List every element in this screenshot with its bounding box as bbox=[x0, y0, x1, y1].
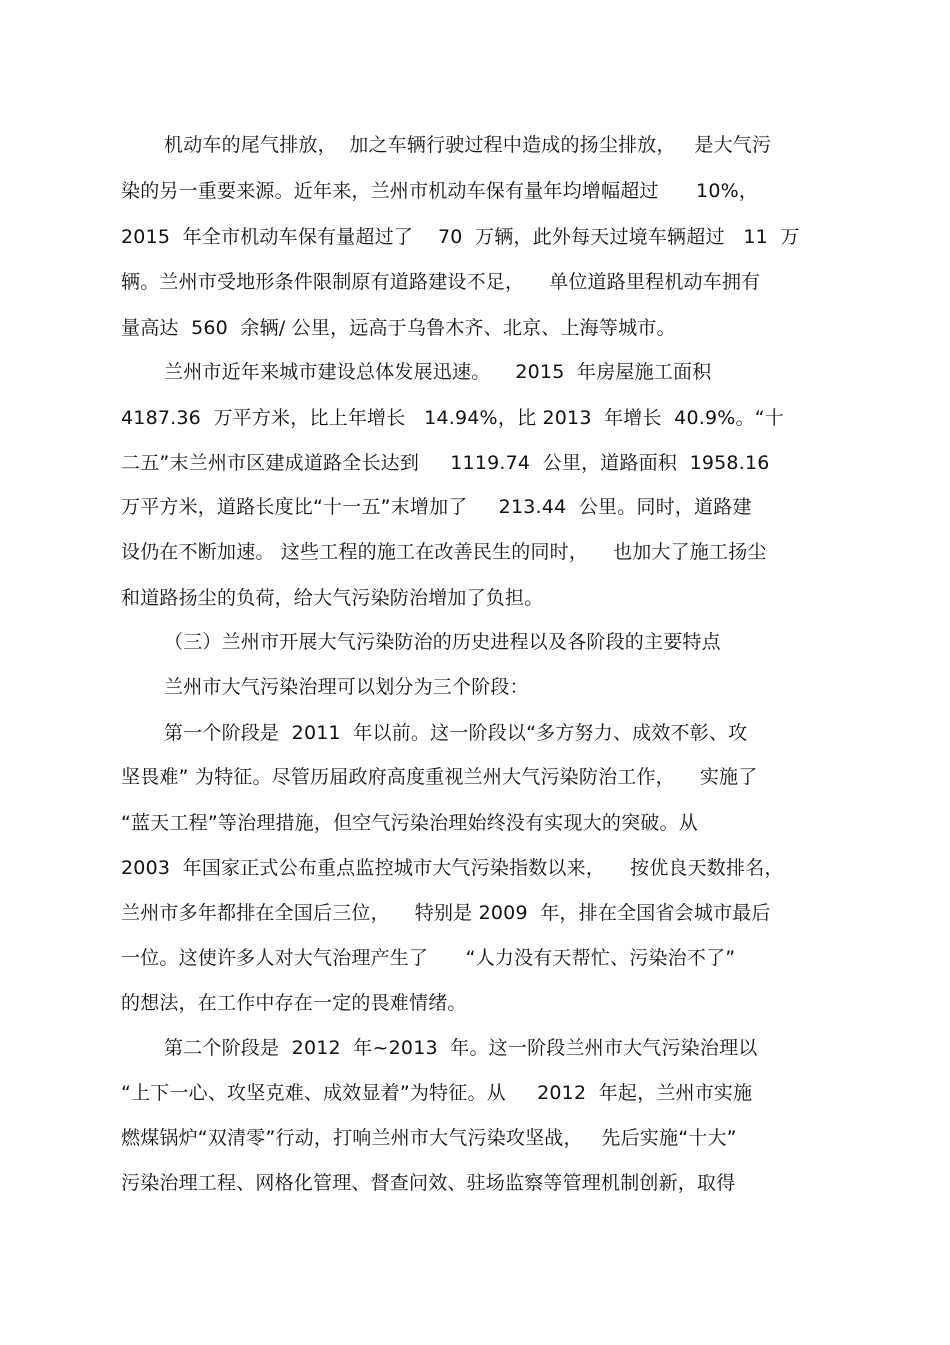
paragraph-line: 2003 年国家正式公布重点监控城市大气污染指数以来， 按优良天数排名， bbox=[121, 857, 784, 879]
paragraph-line: 染的另一重要来源。近年来，兰州市机动车保有量年均增幅超过 10%， bbox=[121, 180, 759, 202]
paragraph-line: 机动车的尾气排放， 加之车辆行驶过程中造成的扬尘排放， 是大气污 bbox=[164, 134, 772, 156]
paragraph-line: 第一个阶段是 2011 年以前。这一阶段以“多方努力、成效不彰、攻 bbox=[164, 722, 748, 744]
paragraph-line: 设仍在不断加速。 这些工程的施工在改善民生的同时， 也加大了施工扬尘 bbox=[121, 541, 767, 563]
section-heading: （三）兰州市开展大气污染防治的历史进程以及各阶段的主要特点 bbox=[164, 631, 721, 653]
paragraph-line: “上下一心、攻坚克难、成效显着”为特征。从 2012 年起，兰州市实施 bbox=[121, 1082, 753, 1104]
paragraph-line: 二五”末兰州市区建成道路全长达到 1119.74 公里，道路面积 1958.16 bbox=[121, 452, 770, 474]
paragraph-line: 兰州市多年都排在全国后三位， 特别是 2009 年，排在全国省会城市最后 bbox=[121, 902, 771, 924]
paragraph-line: 的想法，在工作中存在一定的畏难情绪。 bbox=[121, 992, 467, 1014]
paragraph-line: 第二个阶段是 2012 年~2013 年。这一阶段兰州市大气污染治理以 bbox=[164, 1037, 758, 1059]
paragraph-line: 坚畏难” 为特征。尽管历届政府高度重视兰州大气污染防治工作， 实施了 bbox=[121, 766, 758, 788]
paragraph-line: 2015 年全市机动车保有量超过了 70 万辆，此外每天过境车辆超过 11 万 bbox=[121, 226, 800, 248]
paragraph-line: 量高达 560 余辆/ 公里，远高于乌鲁木齐、北京、上海等城市。 bbox=[121, 317, 676, 339]
paragraph-line: 污染治理工程、网格化管理、督查问效、驻场监察等管理机制创新，取得 bbox=[121, 1172, 736, 1194]
paragraph-line: 4187.36 万平方米，比上年增长 14.94%，比 2013 年增长 40.9%。“十 bbox=[121, 407, 784, 429]
paragraph-line: 兰州市近年来城市建设总体发展迅速。 2015 年房屋施工面积 bbox=[164, 361, 712, 383]
paragraph-line: 和道路扬尘的负荷，给大气污染防治增加了负担。 bbox=[121, 587, 544, 609]
paragraph-line: “蓝天工程”等治理措施，但空气污染治理始终没有实现大的突破。从 bbox=[121, 812, 698, 834]
paragraph-line: 辆。兰州市受地形条件限制原有道路建设不足， 单位道路里程机动车拥有 bbox=[121, 271, 761, 293]
paragraph-line: 一位。这使许多人对大气治理产生了 “人力没有天帮忙、污染治不了” bbox=[121, 947, 736, 969]
paragraph-line: 燃煤锅炉“双清零”行动，打响兰州市大气污染攻坚战， 先后实施“十大” bbox=[121, 1127, 737, 1149]
paragraph-line: 兰州市大气污染治理可以划分为三个阶段： bbox=[164, 676, 529, 698]
paragraph-line: 万平方米，道路长度比“十一五”末增加了 213.44 公里。同时，道路建 bbox=[121, 496, 752, 518]
